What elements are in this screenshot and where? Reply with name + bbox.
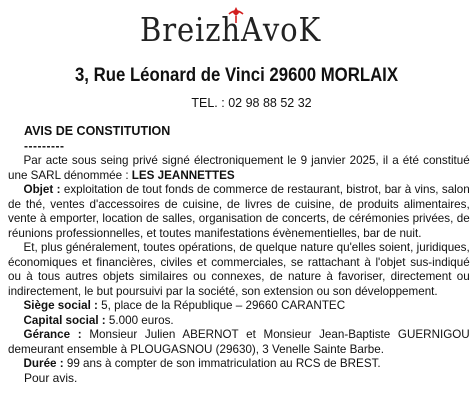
objet-text: exploitation de tout fonds de commerce de restaurant, bistrot, bar à vins, salon de thé, ventes d'accessoires de cuisine, de livres de cuisine, de produits alimentaires, vente à emporter, location de salles, organisation de concerts, de cérémonies privées, de réunions professionnelles, et toutes manifestations évènementielles, bar de nuit. xyxy=(8,182,470,240)
logo-word-vok: voK xyxy=(262,10,322,49)
notice-separator: --------- xyxy=(24,138,65,153)
publisher-address: 3, Rue Léonard de Vinci 29600 MORLAIX xyxy=(74,64,399,86)
breizh-avok-logo xyxy=(136,3,336,53)
duree-text: 99 ans à compter de son immatriculation au RCS de BREST. xyxy=(63,356,381,370)
paragraph-constitution xyxy=(8,153,470,182)
paragraph-capital xyxy=(8,313,470,328)
paragraph-objet xyxy=(8,182,470,240)
general-operations-text: Et, plus généralement, toutes opérations, de quelque nature qu'elles soient, juridiques, économiques et financières, civiles et commerciales, se rattachant à l'objet sus-indiqué ou à tous autres objets similaires ou connexes, de nature à favoriser, directement ou indirectement, le but poursuivi par la société, son extension ou son développement. xyxy=(8,240,470,298)
capital-text: 5.000 euros. xyxy=(105,312,174,327)
logo-wordmark xyxy=(140,7,322,53)
constitution-text: Par acte sous seing privé signé électroniquement le 9 janvier 2025, il a été constitué une SARL dénommée : xyxy=(8,153,470,182)
publisher-phone: TEL. : 02 98 88 52 32 xyxy=(191,96,312,110)
gerance-text: Monsieur Julien ABERNOT et Monsieur Jean-Baptiste GUERNIGOU demeurant ensemble à PLOUGASNOU (29630), 3 Venelle Sainte Barbe. xyxy=(8,327,470,356)
objet-label: Objet : xyxy=(23,182,61,196)
siege-label: Siège social : xyxy=(23,298,98,312)
logo-word-breizh: Breizh xyxy=(140,10,241,49)
company-name: LES JEANNETTES xyxy=(131,167,235,182)
capital-label: Capital social : xyxy=(23,312,106,327)
paragraph-gerance xyxy=(8,327,470,356)
paragraph-duree xyxy=(8,356,470,371)
logo-letter-a: A xyxy=(240,10,263,49)
notice-title: AVIS DE CONSTITUTION xyxy=(24,124,171,138)
paragraph-general-operations xyxy=(8,240,470,298)
notice-body xyxy=(8,124,470,385)
siege-text: 5, place de la République – 29660 CARANTEC xyxy=(97,298,346,312)
closing-line: Pour avis. xyxy=(24,370,78,385)
paragraph-siege xyxy=(8,298,470,313)
gerance-label: Gérance : xyxy=(23,327,82,341)
newspaper-header xyxy=(0,0,473,115)
duree-label: Durée : xyxy=(23,356,64,370)
